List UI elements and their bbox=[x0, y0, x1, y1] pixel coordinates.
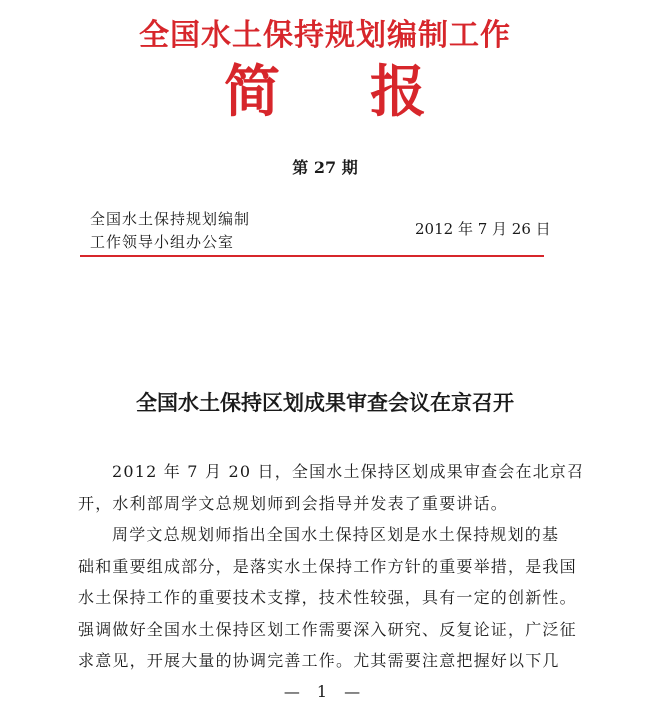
body-line: 周学文总规划师指出全国水土保持区划是水土保持规划的基 bbox=[112, 525, 560, 544]
article-headline: 全国水土保持区划成果审查会议在京召开 bbox=[136, 390, 514, 415]
body-line: 2012 年 7 月 20 日，全国水土保持区划成果审查会在北京召 bbox=[112, 462, 585, 481]
issuing-office bbox=[90, 208, 250, 254]
office-line-1: 全国水土保持规划编制 bbox=[90, 210, 251, 228]
body-line: 水土保持工作的重要技术支撑，技术性较强，具有一定的创新性。 bbox=[78, 588, 577, 607]
bulletin-title: 简报 bbox=[224, 59, 516, 125]
body-line: 强调做好全国水土保持区划工作需要深入研究、反复论证，广泛征 bbox=[78, 619, 577, 639]
header-divider bbox=[80, 255, 544, 257]
issue-date: 2012 年 7 月 26 日 bbox=[415, 220, 551, 238]
body-line: 础和重要组成部分，是落实水土保持工作方针的重要举措，是我国 bbox=[78, 556, 577, 576]
issue-number: 第 27 期 bbox=[292, 158, 358, 177]
page-number: — 1 — bbox=[283, 682, 367, 701]
body-line: 开，水利部周学文总规划师到会指导并发表了重要讲话。 bbox=[78, 493, 509, 513]
article-body bbox=[78, 456, 585, 677]
office-line-2: 工作领导小组办公室 bbox=[90, 233, 235, 251]
body-line: 求意见，开展大量的协调完善工作。尤其需要注意把握好以下几 bbox=[78, 651, 560, 670]
org-title: 全国水土保持规划编制工作 bbox=[139, 18, 511, 53]
